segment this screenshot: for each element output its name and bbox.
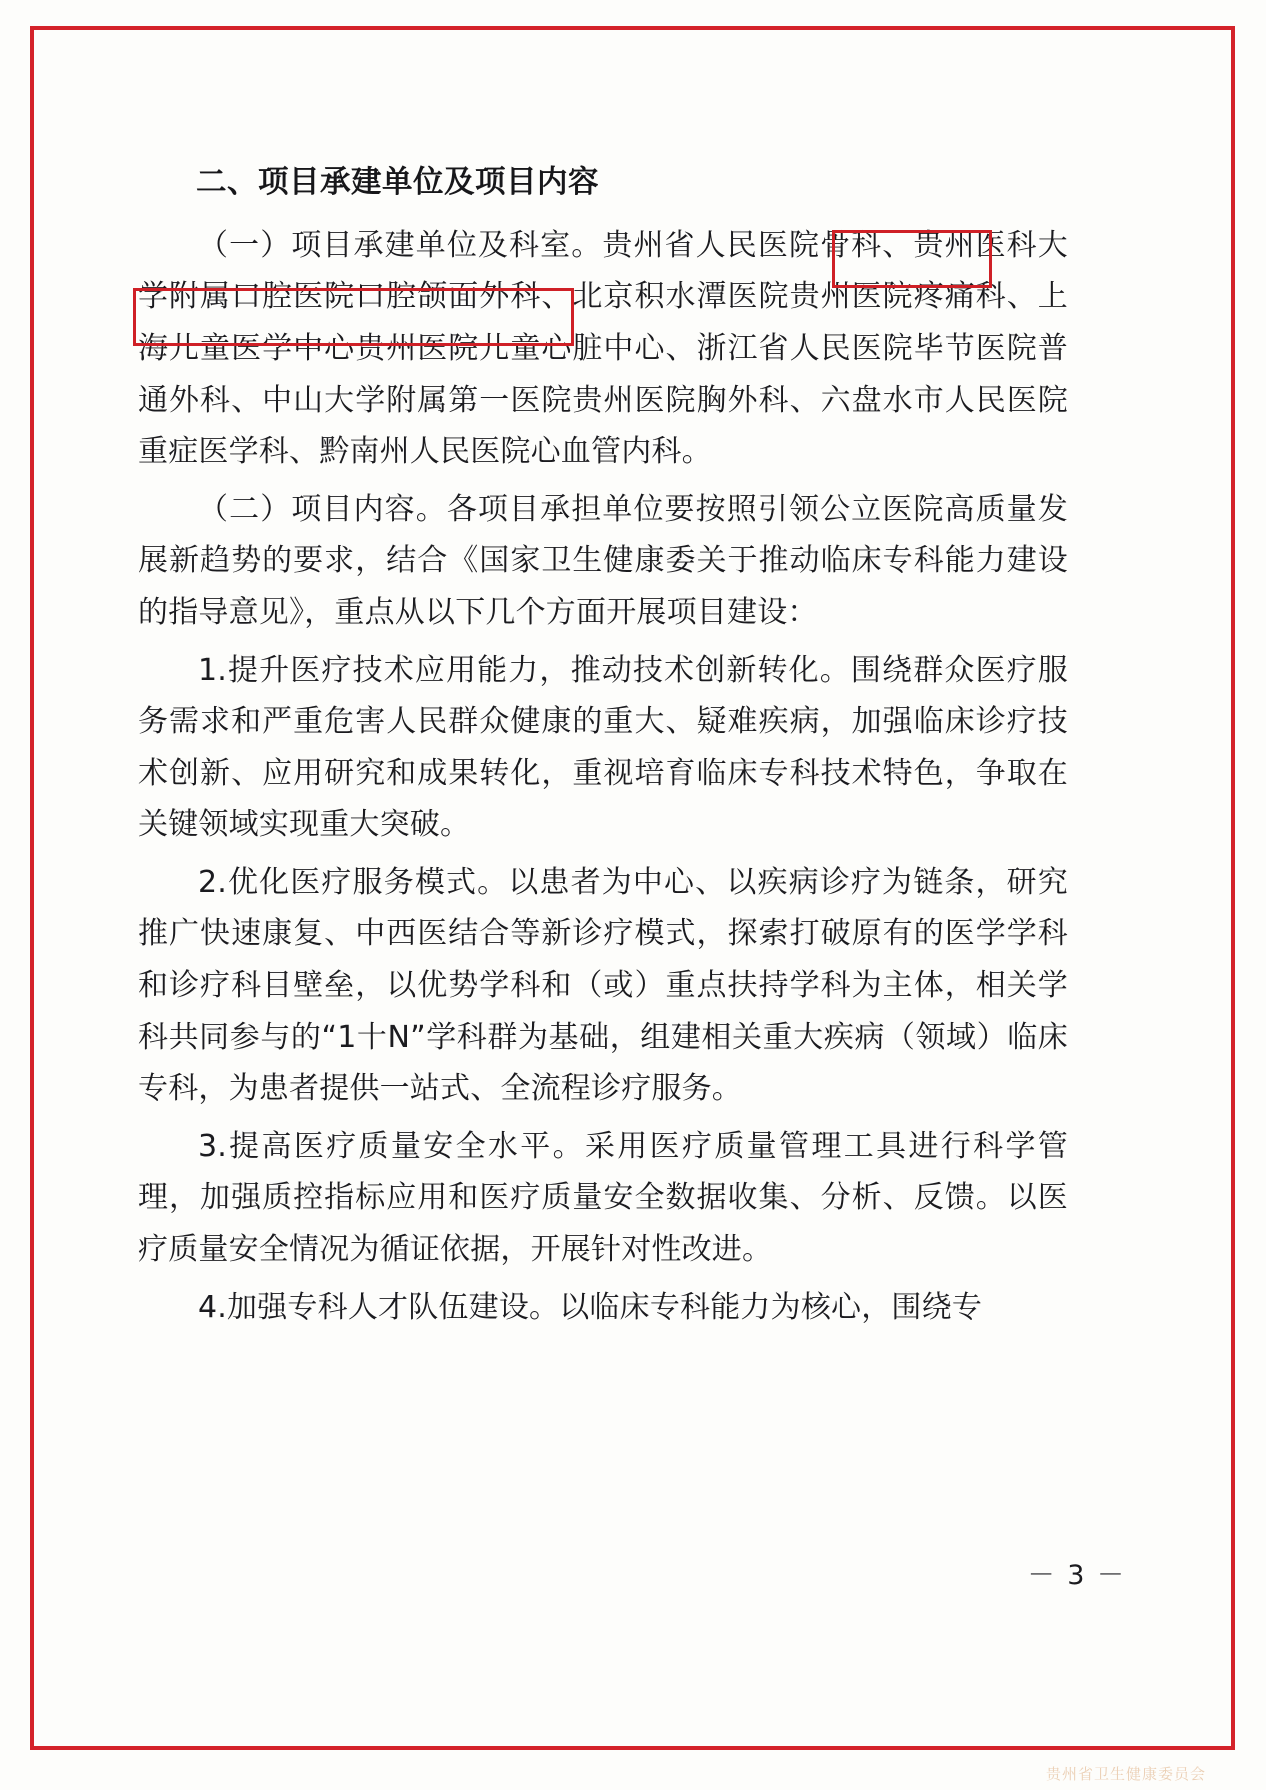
watermark-text: 贵州省卫生健康委员会 [1045, 1765, 1206, 1783]
paragraph-unit-list: （一）项目承建单位及科室。贵州省人民医院骨科、贵州医科大学附属口腔医院口腔颌面外科、北京积水潭医院贵州医院疼痛科、上海儿童医学中心贵州医院儿童心脏中心、浙江省人民医院毕节医院普通外科、中山大学附属第一医院贵州医院胸外科、六盘水市人民医院重症医学科、黔南州人民医院心血管内科。 [138, 227, 1068, 470]
paragraph-project-content: （二）项目内容。各项目承担单位要按照引领公立医院高质量发展新趋势的要求，结合《国家卫生健康委关于推动临床专科能力建设的指导意见》，重点从以下几个方面开展项目建设： [138, 491, 1068, 630]
paragraph-item-2: 2.优化医疗服务模式。以患者为中心、以疾病诊疗为链条，研究推广快速康复、中西医结合等新诊疗模式，探索打破原有的医学学科和诊疗科目壁垒，以优势学科和（或）重点扶持学科为主体，相关学科共同参与的“1十N”学科群为基础，组建相关重大疾病（领域）临床专科，为患者提供一站式、全流程诊疗服务。 [138, 864, 1068, 1107]
paragraph-item-1: 1.提升医疗技术应用能力，推动技术创新转化。围绕群众医疗服务需求和严重危害人民群众健康的重大、疑难疾病，加强临床诊疗技术创新、应用研究和成果转化，重视培育临床专科技术特色，争取在关键领域实现重大突破。 [138, 652, 1068, 843]
section-heading: 二、项目承建单位及项目内容 [196, 165, 599, 200]
paragraph-item-3: 3.提高医疗质量安全水平。采用医疗质量管理工具进行科学管理，加强质控指标应用和医疗质量安全数据收集、分析、反馈。以医疗质量安全情况为循证依据，开展针对性改进。 [138, 1128, 1068, 1268]
paragraph-item-4: 4.加强专科人才队伍建设。以临床专科能力为核心，围绕专 [198, 1289, 983, 1325]
document-body [138, 160, 1068, 1339]
page-number: － 3 － [1027, 1560, 1126, 1591]
